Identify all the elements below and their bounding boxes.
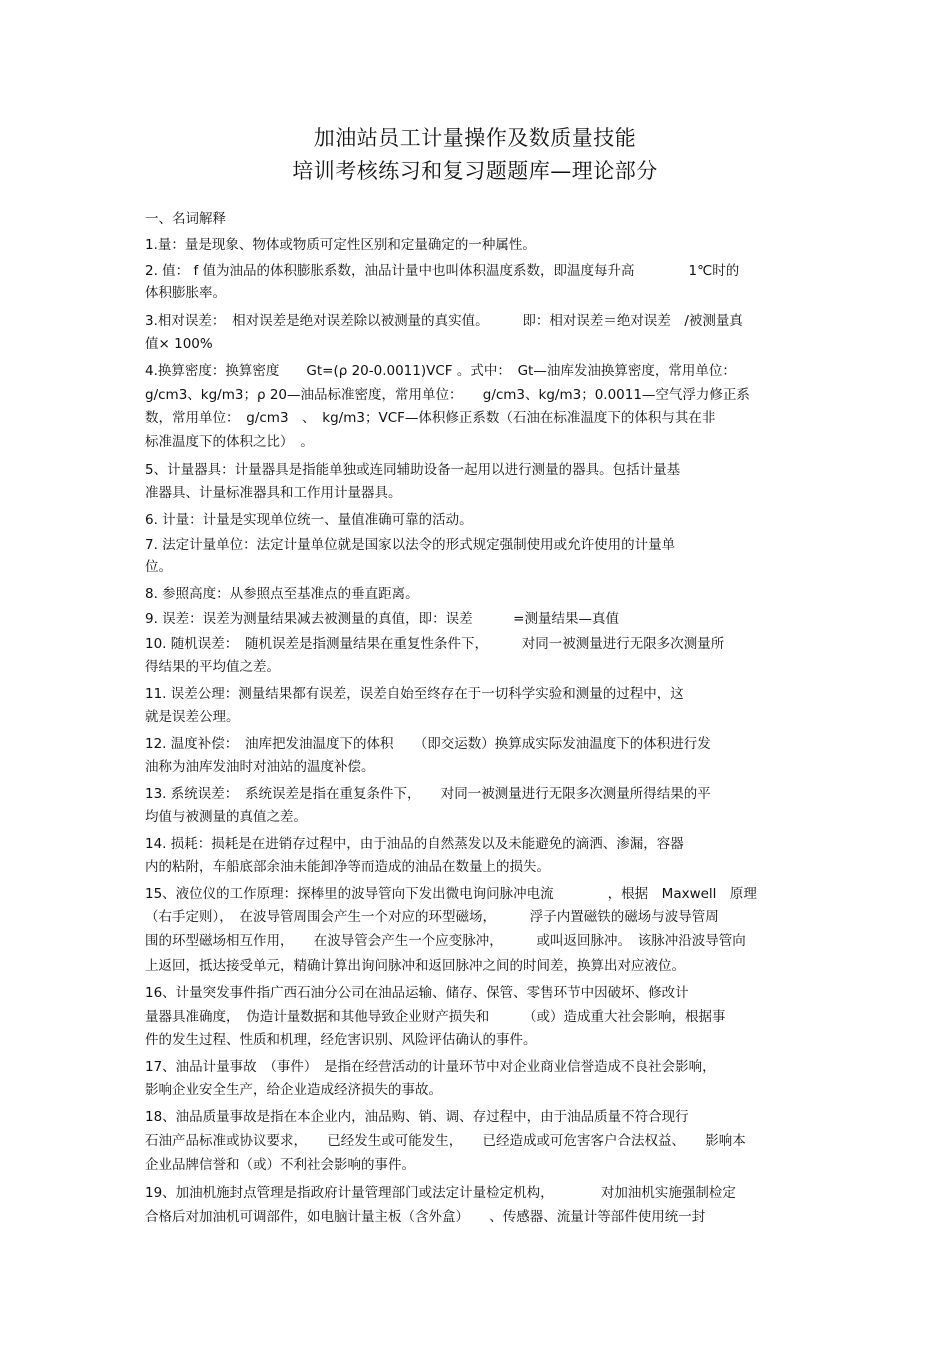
text-line: 9. 误差：误差为测量结果减去被测量的真值，即：误差 =测量结果—真值 bbox=[145, 611, 619, 627]
text-line: 内的粘附，车船底部余油未能卸净等而造成的油品在数量上的损失。 bbox=[145, 859, 550, 875]
text-line: g/cm3、kg/m3；ρ 20—油品标准密度，常用单位： g/cm3、kg/m3；0.0011—空气浮力修正系 bbox=[145, 387, 750, 403]
text-line: 5、计量器具：计量器具是指能单独或连同辅助设备一起用以进行测量的器具。包括计量基 bbox=[145, 462, 681, 478]
text-line: 就是误差公理。 bbox=[145, 709, 240, 725]
text-line: 19、加油机施封点管理是指政府计量管理部门或法定计量检定机构， 对加油机实施强制检定 bbox=[145, 1185, 736, 1201]
text-line: 件的发生过程、性质和机理，经危害识别、风险评估确认的事件。 bbox=[145, 1032, 537, 1048]
section-heading: 一、名词解释 bbox=[145, 211, 226, 227]
text-line: 石油产品标准或协议要求， 已经发生或可能发生， 已经造成或可危害客户合法权益、 影响本 bbox=[145, 1133, 746, 1149]
text-line: （右手定则）， 在波导管周围会产生一个对应的环型磁场， 浮子内置磁铁的磁场与波导管周 bbox=[145, 909, 719, 925]
text-line: 11. 误差公理：测量结果都有误差，误差自始至终存在于一切科学实验和测量的过程中，这 bbox=[145, 686, 684, 702]
text-line: 6. 计量：计量是实现单位统一、量值准确可靠的活动。 bbox=[145, 512, 473, 528]
text-line: 合格后对加油机可调部件，如电脑计量主板（含外盒） 、传感器、流量计等部件使用统一封 bbox=[145, 1209, 706, 1225]
text-line: 数，常用单位： g/cm3 、 kg/m3；VCF—体积修正系数（石油在标准温度下的体积与其在非 bbox=[145, 410, 716, 426]
text-line: 企业品牌信誉和（或）不利社会影响的事件。 bbox=[145, 1157, 415, 1173]
text-line: 2. 值： f 值为油品的体积膨胀系数，油品计量中也叫体积温度系数，即温度每升高 1℃时的 bbox=[145, 263, 740, 279]
text-line: 油称为油库发油时对油站的温度补偿。 bbox=[145, 759, 375, 775]
text-line: 4.换算密度：换算密度 Gt=(ρ 20-0.0011)VCF 。式中： Gt—油库发油换算密度，常用单位： bbox=[145, 363, 736, 379]
text-line: 围的环型磁场相互作用， 在波导管会产生一个应变脉冲， 或叫返回脉冲。 该脉冲沿波导管向 bbox=[145, 933, 746, 949]
text-line: 17、油品计量事故 （事件） 是指在经营活动的计量环节中对企业商业信誉造成不良社会影响， bbox=[145, 1059, 716, 1075]
text-line: 上返回，抵达接受单元，精确计算出询问脉冲和返回脉冲之间的时间差，换算出对应液位。 bbox=[145, 958, 685, 974]
text-line: 3.相对误差： 相对误差是绝对误差除以被测量的真实值。 即：相对误差＝绝对误差 /被测量真 bbox=[145, 313, 743, 329]
text-line: 影响企业安全生产，给企业造成经济损失的事故。 bbox=[145, 1082, 442, 1098]
document-title-line-2: 培训考核练习和复习题题库—理论部分 bbox=[292, 159, 658, 183]
text-line: 13. 系统误差： 系统误差是指在重复条件下， 对同一被测量进行无限多次测量所得结果的平 bbox=[145, 786, 711, 802]
text-line: 量器具准确度， 伪造计量数据和其他导致企业财产损失和 （或）造成重大社会影响，根据事 bbox=[145, 1009, 726, 1025]
text-line: 准器具、计量标准器具和工作用计量器具。 bbox=[145, 485, 402, 501]
text-line: 16、计量突发事件指广西石油分公司在油品运输、储存、保管、零售环节中因破坏、修改计 bbox=[145, 985, 689, 1001]
text-line: 位。 bbox=[145, 559, 172, 575]
text-line: 12. 温度补偿： 油库把发油温度下的体积 （即交运数）换算成实际发油温度下的体积进行发 bbox=[145, 736, 711, 752]
document-title-line-1: 加油站员工计量操作及数质量技能 bbox=[313, 126, 637, 150]
text-line: 得结果的平均值之差。 bbox=[145, 659, 280, 675]
text-line: 18、油品质量事故是指在本企业内，油品购、销、调、存过程中，由于油品质量不符合现行 bbox=[145, 1109, 689, 1125]
text-line: 1.量：量是现象、物体或物质可定性区别和定量确定的一种属性。 bbox=[145, 237, 536, 253]
text-line: 体积膨胀率。 bbox=[145, 285, 226, 301]
text-line: 值× 100% bbox=[145, 336, 213, 352]
text-line: 均值与被测量的真值之差。 bbox=[145, 809, 307, 825]
text-line: 15、液位仪的工作原理：探棒里的波导管向下发出微电询问脉冲电流 ，根据 Maxwell 原理 bbox=[145, 886, 757, 902]
text-line: 7. 法定计量单位：法定计量单位就是国家以法令的形式规定强制使用或允许使用的计量单 bbox=[145, 537, 676, 553]
text-line: 8. 参照高度：从参照点至基准点的垂直距离。 bbox=[145, 586, 419, 602]
text-line: 14. 损耗：损耗是在进销存过程中，由于油品的自然蒸发以及未能避免的滴洒、渗漏，容器 bbox=[145, 836, 684, 852]
text-line: 10. 随机误差： 随机误差是指测量结果在重复性条件下， 对同一被测量进行无限多次测量所 bbox=[145, 636, 725, 652]
text-line: 标准温度下的体积之比） 。 bbox=[145, 434, 314, 450]
